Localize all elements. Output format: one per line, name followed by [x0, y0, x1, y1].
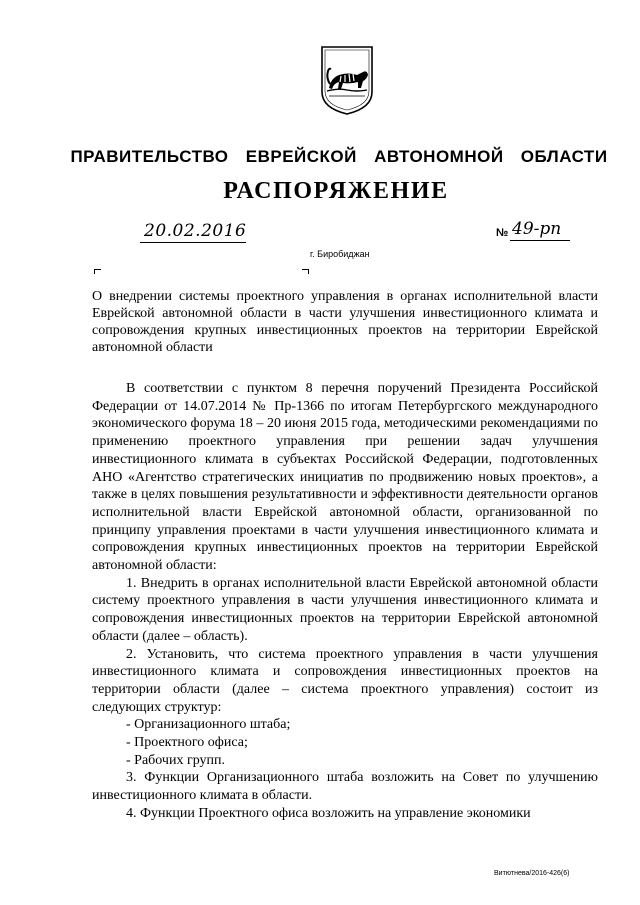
date-underline: [140, 242, 246, 243]
structure-item-3: - Рабочих групп.: [126, 752, 225, 768]
document-body: [92, 380, 598, 823]
structure-item-2: - Проектного офиса;: [126, 735, 248, 751]
document-type-title: РАСПОРЯЖЕНИЕ: [223, 178, 449, 204]
item-1-paragraph: 1. Внедрить в органах исполнительной власти Еврейской автономной области систему проектного управления в части улучшения инвестиционного климата и сопровождения инвестиционных проектов на территории Еврейской автономной области (далее – область).: [92, 575, 598, 644]
document-date: 20.02.2016: [144, 221, 247, 241]
preamble-paragraph: В соответствии с пунктом 8 перечня поручений Президента Российской Федерации от 14.07.2014 № Пр-1366 по итогам Петербургского международного экономического форума 18 – 20 июня 2015 года, методическими рекомендациями по применению проектного управления при решении задач улучшения инвестиционного климата в субъектах Российской Федерации, подготовленных АНО «Агентство стратегических инициатив по продвижению новых проектов», а также в целях повышения результативности и эффективности деятельности органов исполнительной власти Еврейской автономной области, организованной по принципу управления проектами в части улучшения инвестиционного климата и сопровождения крупных инвестиционных проектов на территории Еврейской автономной области:: [92, 381, 598, 574]
document-number: 49-рп: [512, 219, 562, 239]
item-3-paragraph: 3. Функции Организационного штаба возложить на Совет по улучшению инвестиционного климата в области.: [92, 770, 598, 804]
subject-corner-right: [302, 269, 309, 274]
subject-corner-left: [94, 269, 101, 274]
structure-item-1: - Организационного штаба;: [126, 717, 291, 733]
number-underline: [510, 240, 570, 241]
document-subject: О внедрении системы проектного управления в органах исполнительной власти Еврейской автономной области в части улучшения инвестиционного климата и сопровождения крупных инвестиционных проектов на территории Еврейской автономной области: [92, 289, 598, 355]
footer-reference: Витютнева/2016-426(6): [494, 870, 570, 877]
organization-title: ПРАВИТЕЛЬСТВО ЕВРЕЙСКОЙ АВТОНОМНОЙ ОБЛАСТИ: [70, 147, 608, 166]
item-2-paragraph: 2. Установить, что система проектного управления в части улучшения инвестиционного климата и сопровождения инвестиционных проектов на территории области (далее – система проектного управления) состоит из следующих структур:: [92, 646, 598, 715]
number-label: №: [496, 227, 509, 239]
item-4-paragraph: 4. Функции Проектного офиса возложить на управление экономики: [126, 805, 531, 821]
city-name: г. Биробиджан: [310, 249, 370, 259]
tiger-coat-of-arms-icon: [319, 44, 375, 116]
